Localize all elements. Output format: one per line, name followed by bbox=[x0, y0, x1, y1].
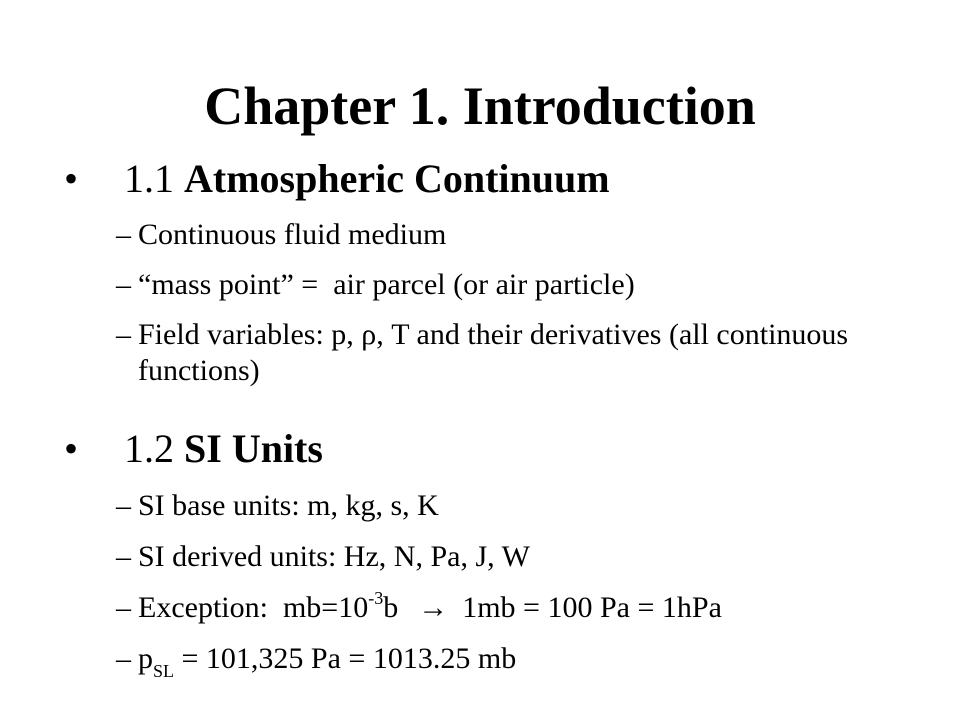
dash-icon: – bbox=[116, 489, 131, 522]
dash-icon: – bbox=[116, 268, 131, 301]
section-number: 1.2 bbox=[124, 426, 174, 471]
bullet-icon: • bbox=[64, 156, 79, 201]
slide-title: Chapter 1. Introduction bbox=[204, 76, 756, 136]
list-item bbox=[64, 539, 920, 575]
list-item bbox=[64, 217, 920, 253]
section-title: SI Units bbox=[184, 426, 323, 471]
section-heading bbox=[64, 424, 920, 474]
dash-icon: – bbox=[116, 318, 131, 351]
dash-icon: – bbox=[116, 218, 131, 251]
section-atmospheric-continuum bbox=[64, 154, 920, 389]
list-item-text: “mass point” = air parcel (or air particle) bbox=[138, 268, 635, 301]
dash-icon: – bbox=[116, 540, 131, 573]
list-item bbox=[64, 267, 920, 303]
bullet-icon: • bbox=[64, 426, 79, 471]
section-heading bbox=[64, 154, 920, 204]
right-arrow-icon: → bbox=[418, 591, 449, 624]
list-item bbox=[64, 488, 920, 524]
pressure-symbol: p bbox=[138, 642, 153, 675]
list-item-text: Field variables: p, ρ, T and their derivatives (all continuous functions) bbox=[138, 318, 849, 387]
list-item-text: SI base units: m, kg, s, K bbox=[138, 489, 439, 522]
sub-list bbox=[64, 217, 920, 389]
sub-list bbox=[64, 488, 920, 681]
dash-icon: – bbox=[116, 642, 131, 675]
sea-level-value: = 101,325 Pa = 1013.25 mb bbox=[174, 642, 517, 675]
exception-rest: 1mb = 100 Pa = 1hPa bbox=[462, 591, 722, 624]
exponent: -3 bbox=[368, 588, 384, 608]
list-item-text: SI derived units: Hz, N, Pa, J, W bbox=[138, 540, 530, 573]
list-item-sea-level bbox=[64, 641, 920, 681]
exception-prefix: Exception: mb=10 bbox=[138, 591, 369, 624]
dash-icon: – bbox=[116, 591, 131, 624]
section-number: 1.1 bbox=[124, 156, 174, 201]
list-item-text: Continuous fluid medium bbox=[138, 218, 447, 251]
section-title: Atmospheric Continuum bbox=[184, 156, 610, 201]
pressure-subscript: SL bbox=[153, 661, 175, 681]
list-item-exception bbox=[64, 590, 920, 626]
exception-unit: b bbox=[383, 591, 399, 624]
list-item bbox=[64, 317, 920, 389]
section-si-units bbox=[64, 424, 920, 681]
